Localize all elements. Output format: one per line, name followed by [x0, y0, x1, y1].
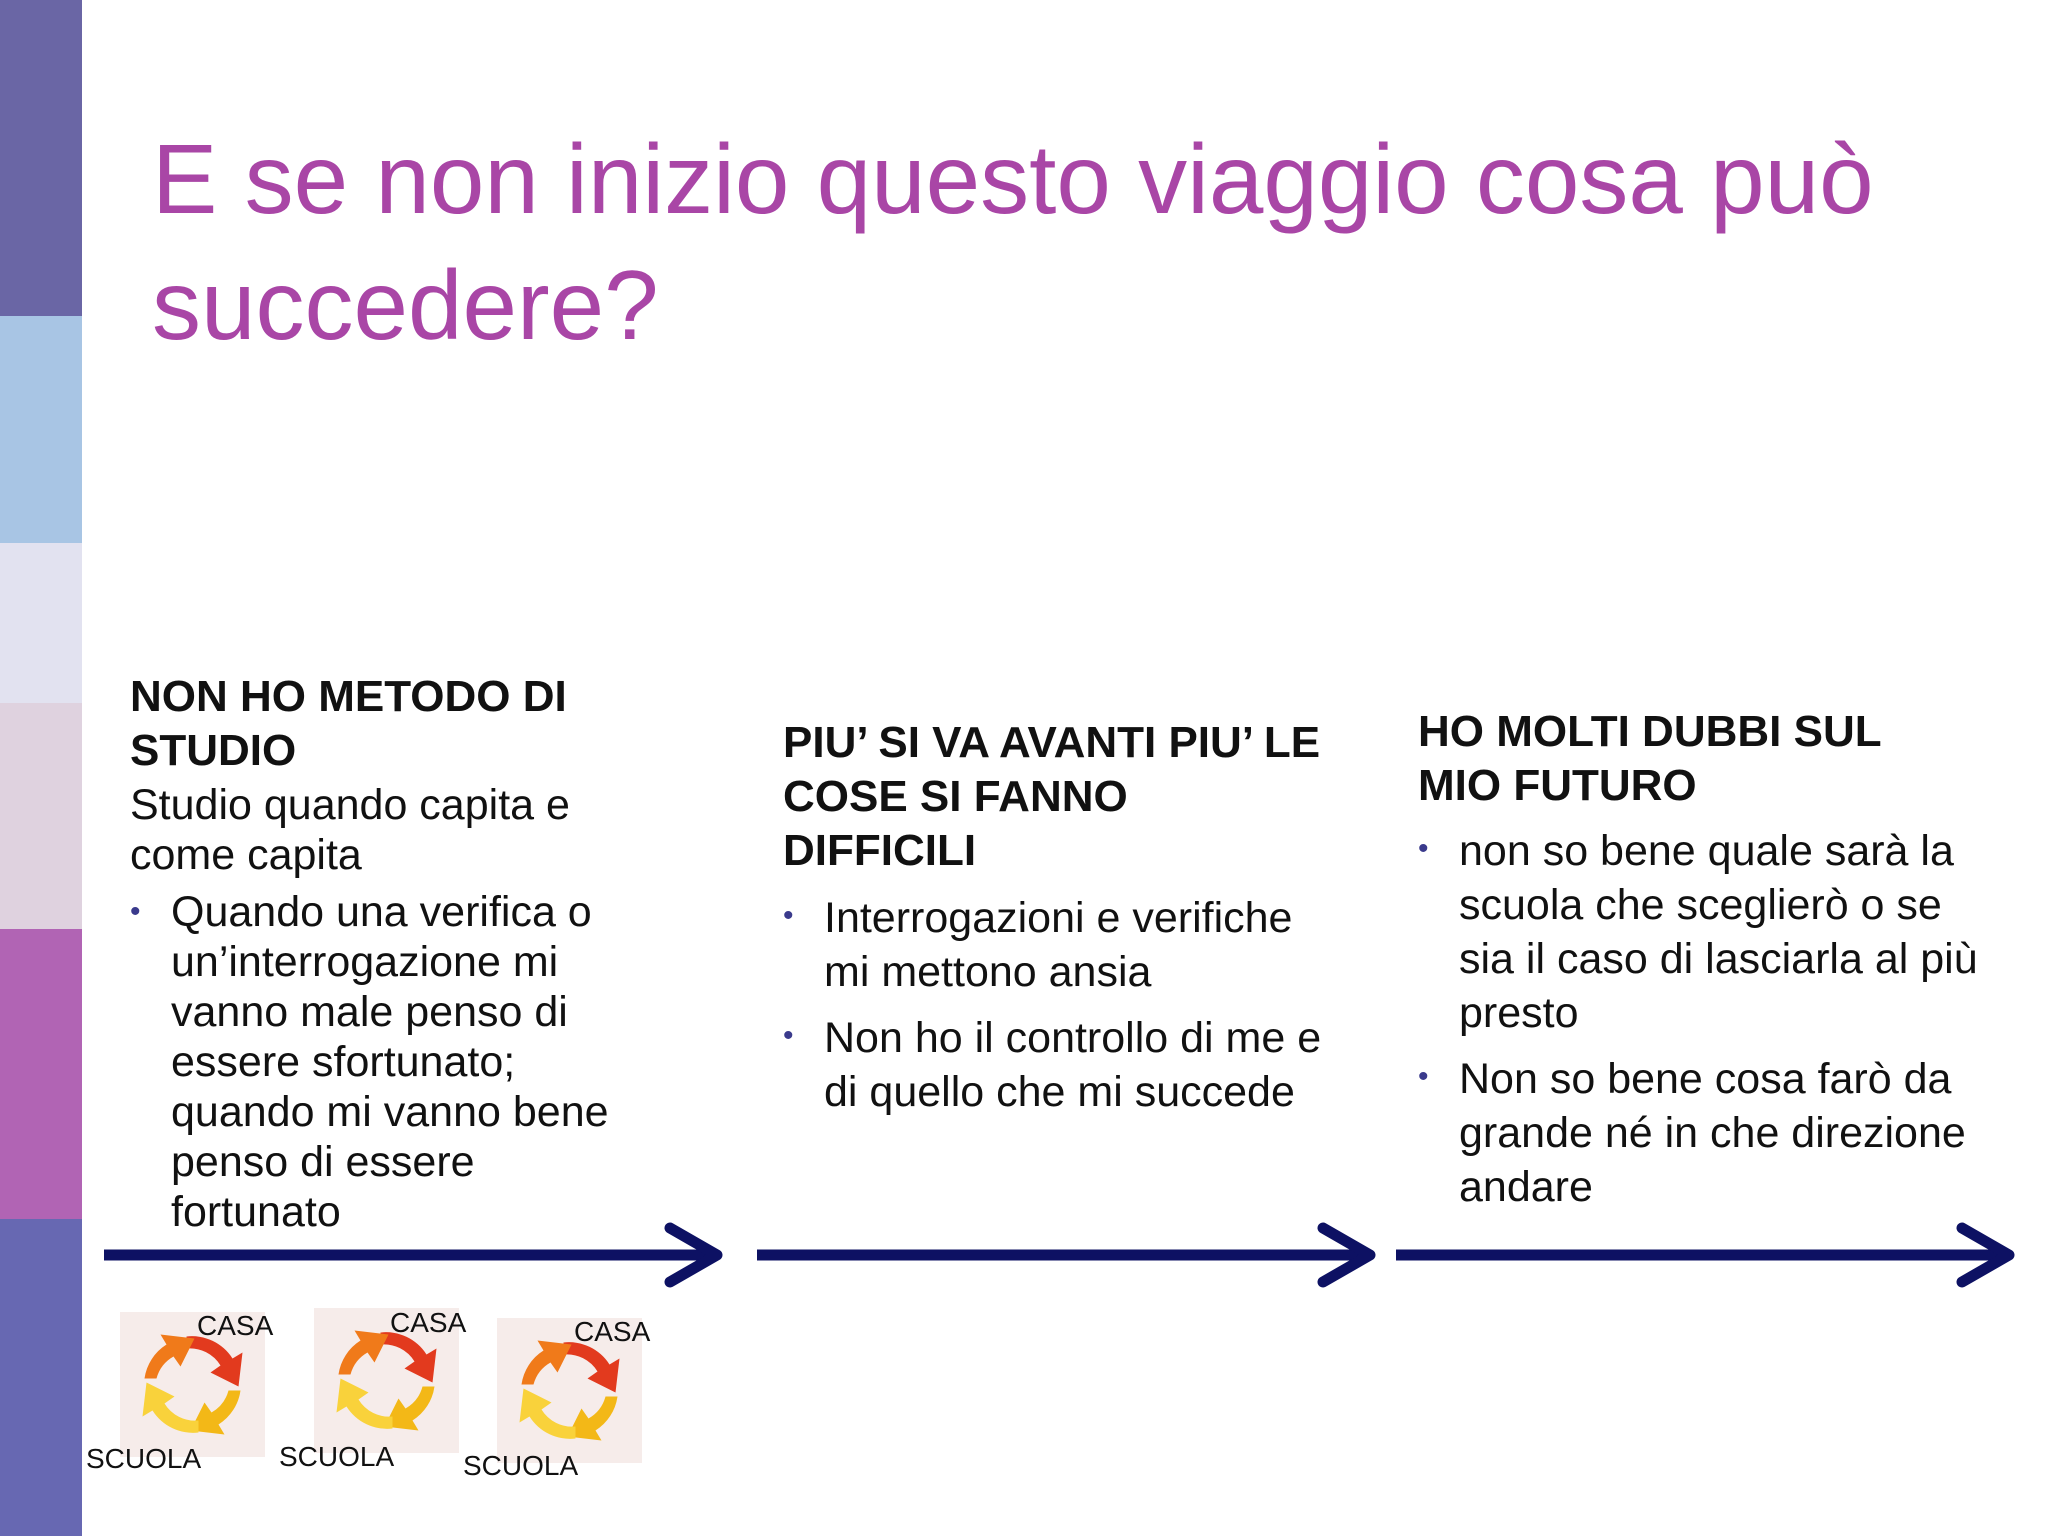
cycle-label-casa: CASA: [197, 1310, 274, 1341]
sidebar-stripe: [0, 1219, 82, 1536]
cycle-label-casa: CASA: [390, 1307, 467, 1338]
column-3-bullet: • non so bene quale sarà la scuola che sceglierò o se sia il caso di lasciarla al più presto: [1418, 824, 1978, 1040]
slide-title: E se non inizio questo viaggio cosa può succedere?: [152, 124, 1874, 360]
column-1-heading: NON HO METODO DI STUDIO: [130, 672, 567, 775]
sidebar-stripe: [0, 0, 82, 316]
column-2-bullet: • Non ho il controllo di me e di quello che mi succede: [783, 1011, 1343, 1119]
timeline-arrow-1: [100, 1220, 730, 1290]
sidebar-stripe: [0, 929, 82, 1219]
sidebar-stripe: [0, 703, 82, 929]
sidebar-stripe: [0, 316, 82, 543]
cycle-label-scuola: SCUOLA: [279, 1441, 395, 1472]
column-1-bullets: [130, 887, 650, 1237]
cycle-label-casa: CASA: [574, 1316, 651, 1347]
column-3-bullets: [1418, 824, 1978, 1214]
timeline-arrow-3: [1392, 1220, 2022, 1290]
cycle-label-scuola: SCUOLA: [86, 1443, 202, 1474]
timeline-arrow-2: [753, 1220, 1383, 1290]
column-2-heading: PIU’ SI VA AVANTI PIU’ LE COSE SI FANNO DIFFICILI: [783, 718, 1321, 875]
sidebar-stripe: [0, 543, 82, 703]
sidebar-color-band: [0, 0, 82, 1536]
column-1-bullet: • Quando una verifica o un’interrogazione mi vanno male penso di essere sfortunato; quando mi vanno bene penso di essere fortunato: [130, 887, 650, 1237]
column-3-heading: HO MOLTI DUBBI SUL MIO FUTURO: [1418, 707, 1881, 810]
cycle-label-scuola: SCUOLA: [463, 1450, 579, 1481]
column-2-bullets: [783, 891, 1343, 1119]
column-2-bullet: • Interrogazioni e verifiche mi mettono ansia: [783, 891, 1343, 999]
column-1-text: Studio quando capita e come capita: [130, 781, 570, 879]
column-3-bullet: • Non so bene cosa farò da grande né in che direzione andare: [1418, 1052, 1978, 1214]
